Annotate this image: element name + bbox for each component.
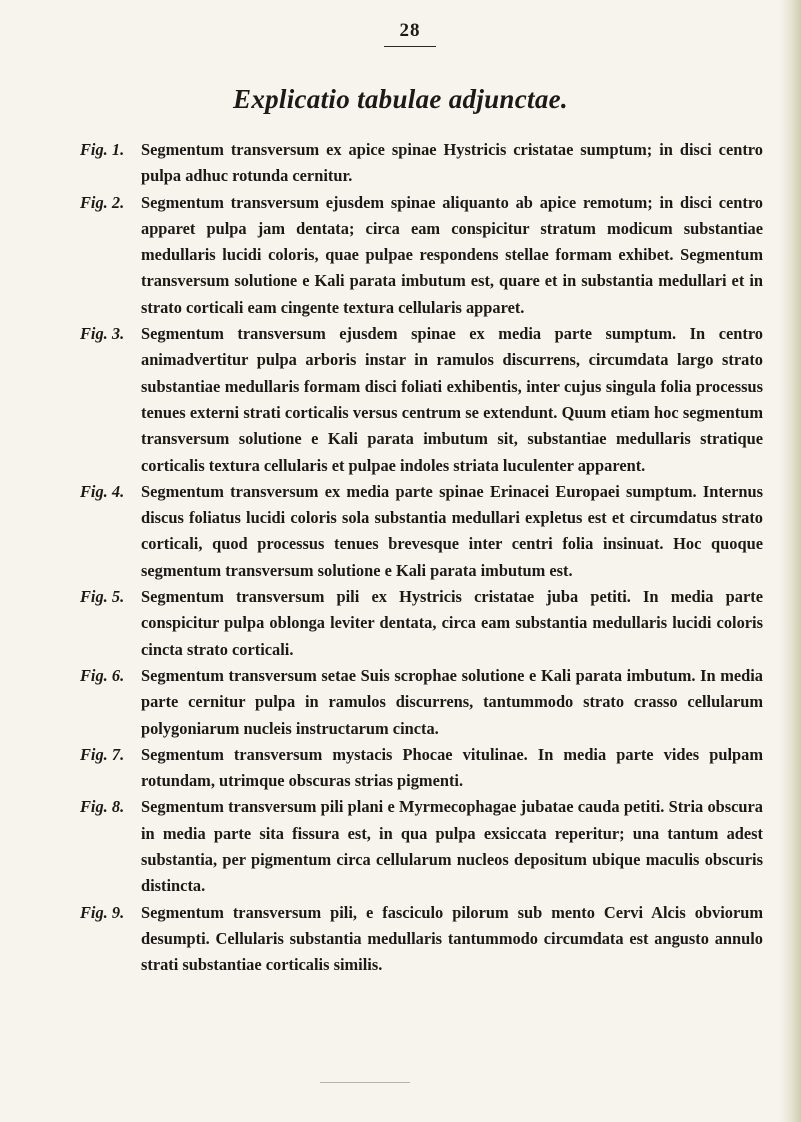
figure-entry-4 xyxy=(80,479,763,584)
figure-description: Segmentum transversum ejusdem spinae ex media parte sumptum. In centro animadvertitur pulpa arboris instar in ramulos discurrens, circumdata largo strato substantiae medullaris formam disci foliati exhibentis, inter cujus singula folia processus tenues externi strati corticalis versus centrum se extendunt. Quum etiam hoc segmentum transversum solutione e Kali parata imbutum sit, substantiae medullaris stratique corticalis textura cellularis et pulpae indoles striata luculenter apparent. xyxy=(141,324,763,475)
figure-label: Fig. 5. xyxy=(80,587,125,607)
figure-label: Fig. 2. xyxy=(80,192,125,212)
figure-description: Segmentum transversum ex media parte spinae Erinacei Europaei sumptum. Internus discus foliatus lucidi coloris sola substantia medullari expletus est et circumdatus strato corticali, quod processus tenues brevesque inter centri folia insinuat. Hoc quoque segmentum transversum solutione e Kali parata imbutum est. xyxy=(141,481,763,580)
figure-entry-3 xyxy=(80,321,763,479)
figure-description: Segmentum transversum ex apice spinae Hystricis cristatae sumptum; in disci centro pulpa adhuc rotunda cernitur. xyxy=(141,140,763,186)
figure-description: Segmentum transversum mystacis Phocae vitulinae. In media parte vides pulpam rotundam, utrimque obscuras strias pigmenti. xyxy=(141,744,763,791)
figure-label: Fig. 7. xyxy=(80,744,125,764)
page-edge-shadow xyxy=(779,0,801,1122)
figure-description: Segmentum transversum pili plani e Myrmecophagae jubatae cauda petiti. Stria obscura in media parte sita fissura est, in qua pulpa exsiccata reperitur; una tantum adest substantia, per pigmentum circa cellularum nucleos depositum ubique maculis obscuris distincta. xyxy=(141,797,763,896)
figure-label: Fig. 4. xyxy=(80,481,125,501)
figure-description: Segmentum transversum setae Suis scrophae solutione e Kali parata imbutum. In media parte cernitur pulpa in ramulos discurrens, tantummodo strato crasso cellularum polygoniarum nucleis instructarum cincta. xyxy=(141,665,763,738)
figure-entry-7 xyxy=(80,742,763,795)
figure-entry-5 xyxy=(80,584,763,663)
figure-entry-1 xyxy=(80,137,763,190)
figure-explanations xyxy=(80,137,763,979)
page-title: Explicatio tabulae adjunctae. xyxy=(233,84,568,114)
figure-label: Fig. 9. xyxy=(80,902,125,922)
bottom-rule xyxy=(320,1082,410,1083)
figure-entry-9 xyxy=(80,900,763,979)
figure-label: Fig. 3. xyxy=(80,324,125,344)
figure-description: Segmentum transversum pili ex Hystricis cristatae juba petiti. In media parte conspicitur pulpa oblonga leviter dentata, circa eam substantia medullaris lucidi coloris cincta strato corticali. xyxy=(141,587,763,659)
figure-label: Fig. 1. xyxy=(80,140,125,159)
figure-entry-8 xyxy=(80,794,763,899)
figure-description: Segmentum transversum ejusdem spinae aliquanto ab apice remotum; in disci centro apparet pulpa jam dentata; circa eam conspicitur stratum modicum substantiae medullaris lucidi coloris, quae pulpae respondens stellae formam exhibet. Segmentum transversum solutione e Kali parata imbutum est, quare et in substantia medullari et in strato corticali eam cingente textura cellularis apparet. xyxy=(141,192,763,317)
figure-entry-6 xyxy=(80,663,763,742)
figure-label: Fig. 6. xyxy=(80,665,125,685)
figure-label: Fig. 8. xyxy=(80,797,125,817)
page-number-underline xyxy=(384,46,436,47)
page-number: 28 xyxy=(399,20,421,41)
figure-description: Segmentum transversum pili, e fasciculo pilorum sub mento Cervi Alcis obviorum desumpti. Cellularis substantia medullaris tantummodo circumdata est angusto annulo strati substantiae corticalis similis. xyxy=(141,902,763,975)
figure-entry-2 xyxy=(80,190,763,321)
